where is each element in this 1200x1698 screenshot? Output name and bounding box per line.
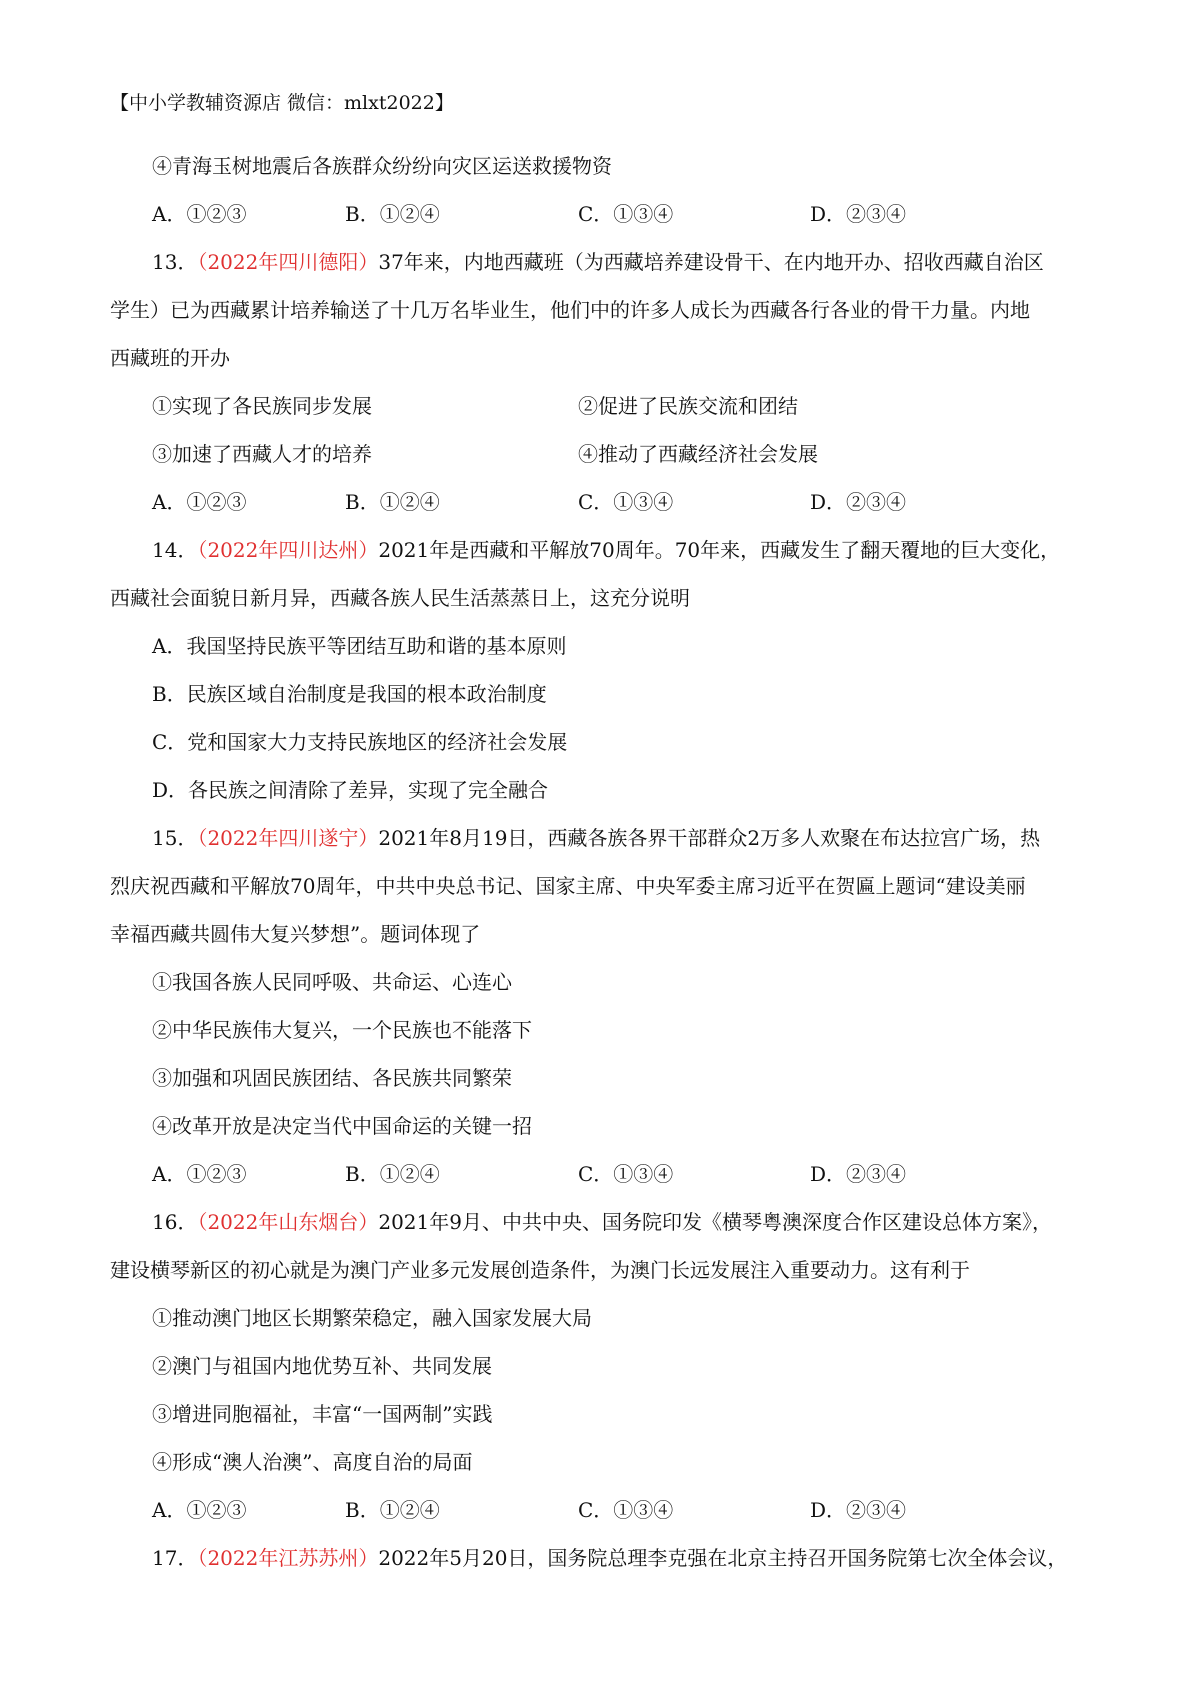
q15-source: （2022年四川遂宁） [197,826,379,850]
q13-item-1: ①实现了各民族同步发展 [152,394,372,418]
q14-option-b: B．民族区域自治制度是我国的根本政治制度 [152,682,547,706]
q12-option-c: C．①③④ [578,202,674,226]
q15-stem-line-2: 烈庆祝西藏和平解放70周年，中共中央总书记、国家主席、中央军委主席习近平在贺匾上题词“建设美丽 [110,874,1026,898]
q14-option-c: C．党和国家大力支持民族地区的经济社会发展 [152,730,568,754]
q16-option-d: D．②③④ [810,1498,907,1522]
q12-option-d: D．②③④ [810,202,907,226]
q13-item-3: ③加速了西藏人才的培养 [152,442,372,466]
q17-source: （2022年江苏苏州） [197,1546,379,1570]
q13-stem-line-3: 西藏班的开办 [110,346,230,370]
q12-option-b: B．①②④ [345,202,440,226]
q12-item-4: ④青海玉树地震后各族群众纷纷向灾区运送救援物资 [152,154,612,178]
q16-number: 16． [152,1210,198,1234]
q13-item-4: ④推动了西藏经济社会发展 [578,442,818,466]
q16-item-2: ②澳门与祖国内地优势互补、共同发展 [152,1354,492,1378]
q16-item-4: ④形成“澳人治澳”、高度自治的局面 [152,1450,473,1474]
q13-item-2: ②促进了民族交流和团结 [578,394,798,418]
q15-item-2: ②中华民族伟大复兴，一个民族也不能落下 [152,1018,532,1042]
q14-option-d: D．各民族之间清除了差异，实现了完全融合 [152,778,549,802]
q13-option-c: C．①③④ [578,490,674,514]
q13-option-a: A．①②③ [152,490,247,514]
q15-option-b: B．①②④ [345,1162,440,1186]
q14-number: 14． [152,538,198,562]
q15-stem-line-3: 幸福西藏共圆伟大复兴梦想”。题词体现了 [110,922,481,946]
q16-option-b: B．①②④ [345,1498,440,1522]
q17-stem-line-1 [152,1544,1067,1572]
q15-option-d: D．②③④ [810,1162,907,1186]
q15-text-1: 2021年8月19日，西藏各族各界干部群众2万多人欢聚在布达拉宫广场，热 [378,826,1041,850]
q13-number: 13． [152,250,198,274]
q16-option-a: A．①②③ [152,1498,247,1522]
q15-item-3: ③加强和巩固民族团结、各民族共同繁荣 [152,1066,512,1090]
q15-item-1: ①我国各族人民同呼吸、共命运、心连心 [152,970,512,994]
q13-option-b: B．①②④ [345,490,440,514]
q15-number: 15． [152,826,198,850]
q12-option-a: A．①②③ [152,202,247,226]
q16-item-3: ③增进同胞福祉，丰富“一国两制”实践 [152,1402,493,1426]
q17-text-1: 2022年5月20日，国务院总理李克强在北京主持召开国务院第七次全体会议， [378,1546,1068,1570]
q13-stem-line-2: 学生）已为西藏累计培养输送了十几万名毕业生，他们中的许多人成长为西藏各行各业的骨干力量。内地 [110,298,1030,322]
q14-stem-line-1 [152,536,1060,564]
q14-source: （2022年四川达州） [197,538,379,562]
q16-stem-line-2: 建设横琴新区的初心就是为澳门产业多元发展创造条件，为澳门长远发展注入重要动力。这有利于 [110,1258,970,1282]
q14-option-a: A．我国坚持民族平等团结互助和谐的基本原则 [152,634,567,658]
q13-option-d: D．②③④ [810,490,907,514]
q13-source: （2022年四川德阳） [197,250,379,274]
q16-source: （2022年山东烟台） [197,1210,379,1234]
q16-text-1: 2021年9月、中共中央、国务院印发《横琴粤澳深度合作区建设总体方案》， [378,1210,1052,1234]
q16-option-c: C．①③④ [578,1498,674,1522]
q13-stem-line-1 [152,248,1044,276]
q15-option-a: A．①②③ [152,1162,247,1186]
q15-item-4: ④改革开放是决定当代中国命运的关键一招 [152,1114,532,1138]
q14-stem-line-2: 西藏社会面貌日新月异，西藏各族人民生活蒸蒸日上，这充分说明 [110,586,690,610]
q15-option-c: C．①③④ [578,1162,674,1186]
q17-number: 17． [152,1546,198,1570]
q16-stem-line-1 [152,1208,1052,1236]
q14-text-1: 2021年是西藏和平解放70周年。70年来，西藏发生了翻天覆地的巨大变化， [378,538,1061,562]
q13-text-1: 37年来，内地西藏班（为西藏培养建设骨干、在内地开办、招收西藏自治区 [378,250,1044,274]
q15-stem-line-1 [152,824,1040,852]
page-header: 【中小学教辅资源店 微信：mlxt2022】 [110,92,454,114]
q16-item-1: ①推动澳门地区长期繁荣稳定，融入国家发展大局 [152,1306,592,1330]
